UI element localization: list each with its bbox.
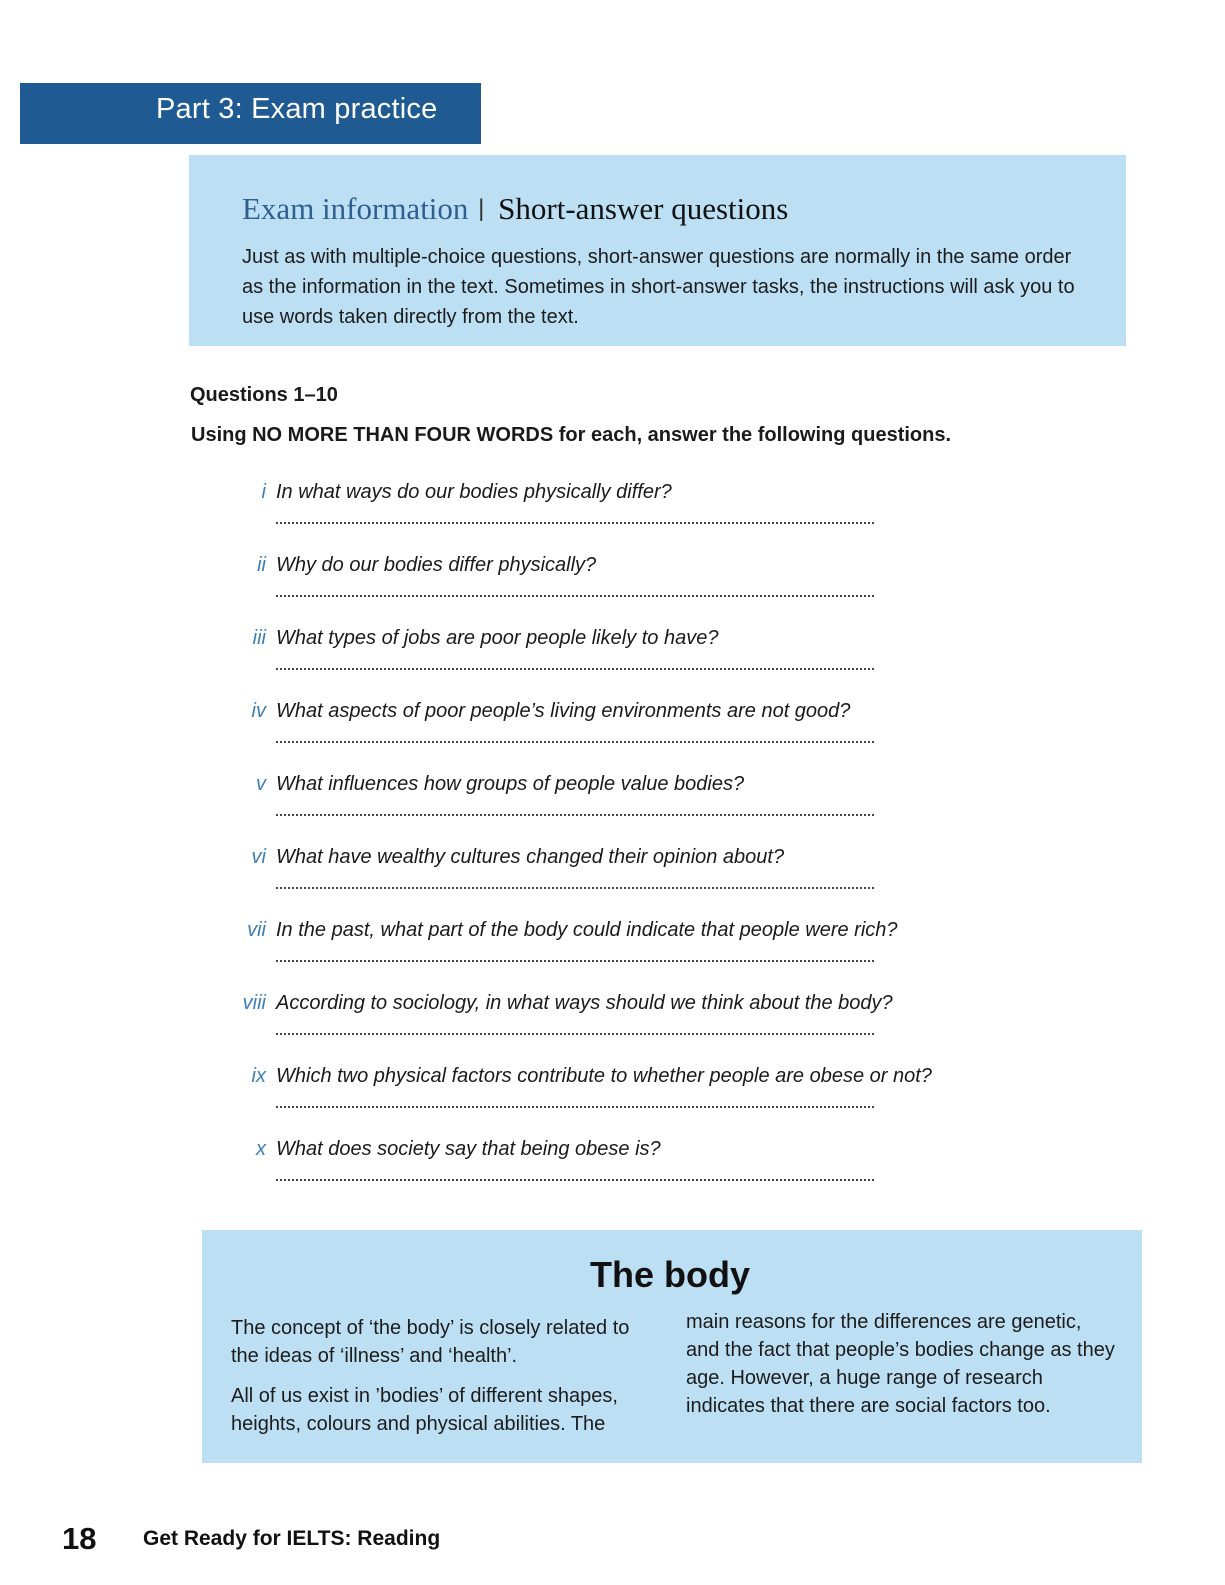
question-text: According to sociology, in what ways should we think about the body? (276, 992, 893, 1014)
question-text: Which two physical factors contribute to whether people are obese or not? (276, 1065, 932, 1087)
question-number: iv (251, 700, 266, 722)
question-item (236, 697, 1036, 770)
answer-line[interactable] (276, 1179, 874, 1181)
question-number: ii (257, 554, 266, 576)
question-list (236, 478, 1036, 1208)
answer-line[interactable] (276, 960, 874, 962)
passage-paragraph: The concept of ‘the body’ is closely related to the ideas of ‘illness’ and ‘health’. (231, 1317, 630, 1367)
question-text: What types of jobs are poor people likely to have? (276, 627, 719, 649)
question-text: What influences how groups of people value bodies? (276, 773, 745, 795)
question-item (236, 770, 1036, 843)
part-title: Part 3: Exam practice (156, 93, 438, 125)
question-item (236, 551, 1036, 624)
passage-column-left (231, 1314, 661, 1450)
answer-line[interactable] (276, 1106, 874, 1108)
book-title: Get Ready for IELTS: Reading (143, 1527, 441, 1550)
question-item (236, 1062, 1036, 1135)
questions-title: Questions 1–10 (190, 384, 338, 406)
question-number: v (256, 773, 266, 795)
question-item (236, 1135, 1036, 1208)
answer-line[interactable] (276, 814, 874, 816)
question-text: In the past, what part of the body could indicate that people were rich? (276, 919, 898, 941)
exam-info-label: Exam information (242, 191, 469, 226)
question-number: viii (242, 992, 266, 1014)
question-text: What have wealthy cultures changed their opinion about? (276, 846, 785, 868)
question-item (236, 624, 1036, 697)
passage-paragraph: main reasons for the differences are genetic, and the fact that people’s bodies change as they age. However, a huge range of research indicates that there are social factors too. (686, 1311, 1115, 1417)
reading-passage-box (202, 1230, 1142, 1463)
question-item (236, 989, 1036, 1062)
heading-separator: | (478, 195, 485, 222)
question-item (236, 916, 1036, 989)
exam-info-topic: Short-answer questions (498, 191, 789, 226)
passage-paragraph: All of us exist in ’bodies’ of different shapes, heights, colours and physical abilities. The (231, 1385, 618, 1435)
question-number: vi (251, 846, 266, 868)
answer-line[interactable] (276, 522, 874, 524)
answer-line[interactable] (276, 1033, 874, 1035)
question-number: i (261, 481, 266, 503)
question-text: In what ways do our bodies physically differ? (276, 481, 672, 503)
question-number: iii (252, 627, 266, 649)
answer-line[interactable] (276, 887, 874, 889)
exam-info-heading (242, 189, 1086, 232)
question-item (236, 843, 1036, 916)
question-number: ix (251, 1065, 266, 1087)
question-item (236, 478, 1036, 551)
question-text: Why do our bodies differ physically? (276, 554, 597, 576)
question-text: What aspects of poor people’s living environments are not good? (276, 700, 851, 722)
passage-title: The body (590, 1254, 750, 1295)
exam-info-text: Just as with multiple-choice questions, short-answer questions are normally in the same order as the information in the text. Sometimes in short-answer tasks, the instructions will ask you to use words taken directly from the text. (242, 246, 1075, 328)
question-number: vii (247, 919, 266, 941)
answer-line[interactable] (276, 595, 874, 597)
questions-instruction: Using NO MORE THAN FOUR WORDS for each, answer the following questions. (191, 424, 952, 446)
question-number: x (256, 1138, 266, 1160)
exam-information-box (189, 155, 1126, 346)
page-number: 18 (62, 1521, 97, 1556)
question-text: What does society say that being obese is? (276, 1138, 661, 1160)
part-banner (20, 83, 481, 144)
answer-line[interactable] (276, 668, 874, 670)
passage-column-right (686, 1308, 1116, 1432)
answer-line[interactable] (276, 741, 874, 743)
